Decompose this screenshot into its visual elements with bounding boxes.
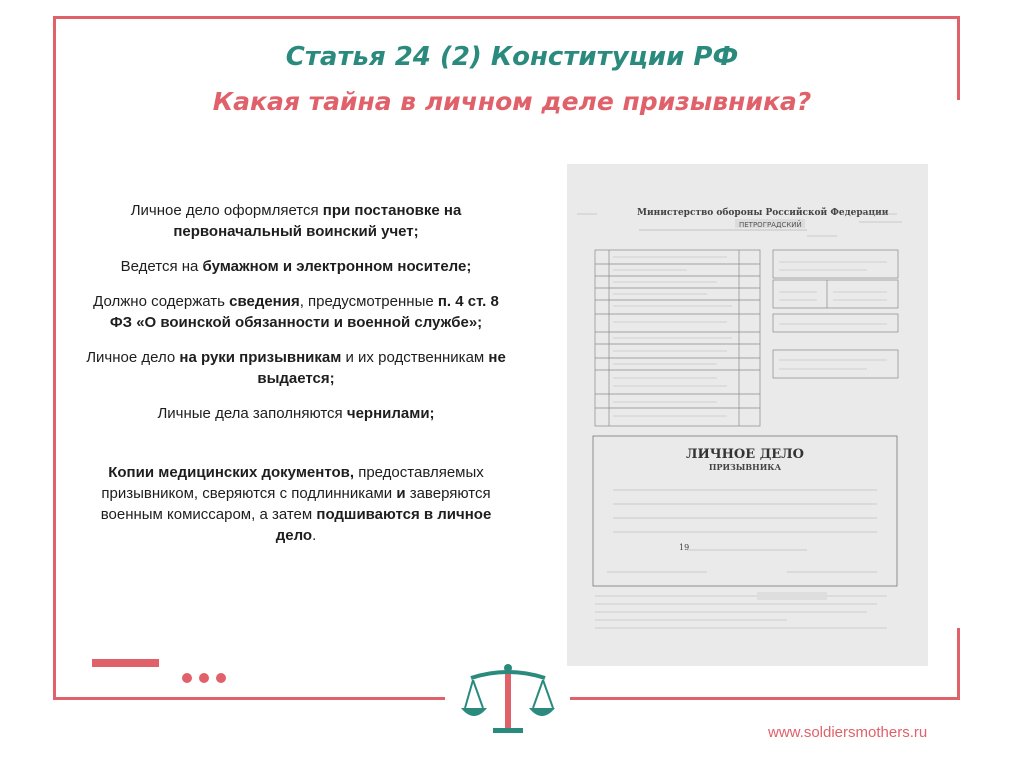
footer-accent-bar [92, 659, 159, 667]
footer-dot-3 [216, 673, 226, 683]
body-text [86, 200, 506, 546]
paragraph-5: Личные дела заполняются чернилами; [157, 405, 435, 422]
paragraph-2: Ведется на бумажном и электронном носителе; [120, 258, 472, 275]
paragraph-1: Личное дело оформляется при постановке на первоначальный воинский учет; [130, 202, 462, 240]
scales-icon [459, 660, 557, 735]
paragraph-3: Должно содержать сведения, предусмотренные п. 4 ст. 8 ФЗ «О воинской обязанности и военной службе»; [93, 293, 499, 331]
doc-form-subtitle: ПРИЗЫВНИКА [708, 462, 782, 472]
website-link[interactable]: www.soldiersmothers.ru [768, 724, 928, 741]
doc-year-label: 19 [679, 543, 690, 552]
page-subtitle: Какая тайна в личном деле призывника? [212, 87, 812, 116]
footer-dot-2 [199, 673, 209, 683]
page-title: Статья 24 (2) Конституции РФ [285, 42, 739, 72]
doc-stamp-text: ПЕТРОГРАДСКИЙ [739, 221, 802, 229]
doc-ministry-text: Министерство обороны Российской Федерации [637, 208, 889, 218]
paragraph-4: Личное дело на руки призывникам и их родственникам не выдается; [86, 349, 506, 387]
paragraph-6: Копии медицинских документов, предоставляемых призывником, сверяются с подлинниками и заверяются военным комиссаром, а затем подшиваются в личное дело. [100, 464, 492, 544]
doc-form-title: ЛИЧНОЕ ДЕЛО [686, 447, 804, 462]
frame-bottom-left-line [53, 697, 445, 700]
frame-right-bottom-line [957, 628, 960, 700]
scanned-document-image [567, 164, 928, 666]
frame-bottom-right-line [570, 697, 960, 700]
footer-dot-1 [182, 673, 192, 683]
frame-left-line [53, 16, 56, 699]
frame-top-line [53, 16, 960, 19]
